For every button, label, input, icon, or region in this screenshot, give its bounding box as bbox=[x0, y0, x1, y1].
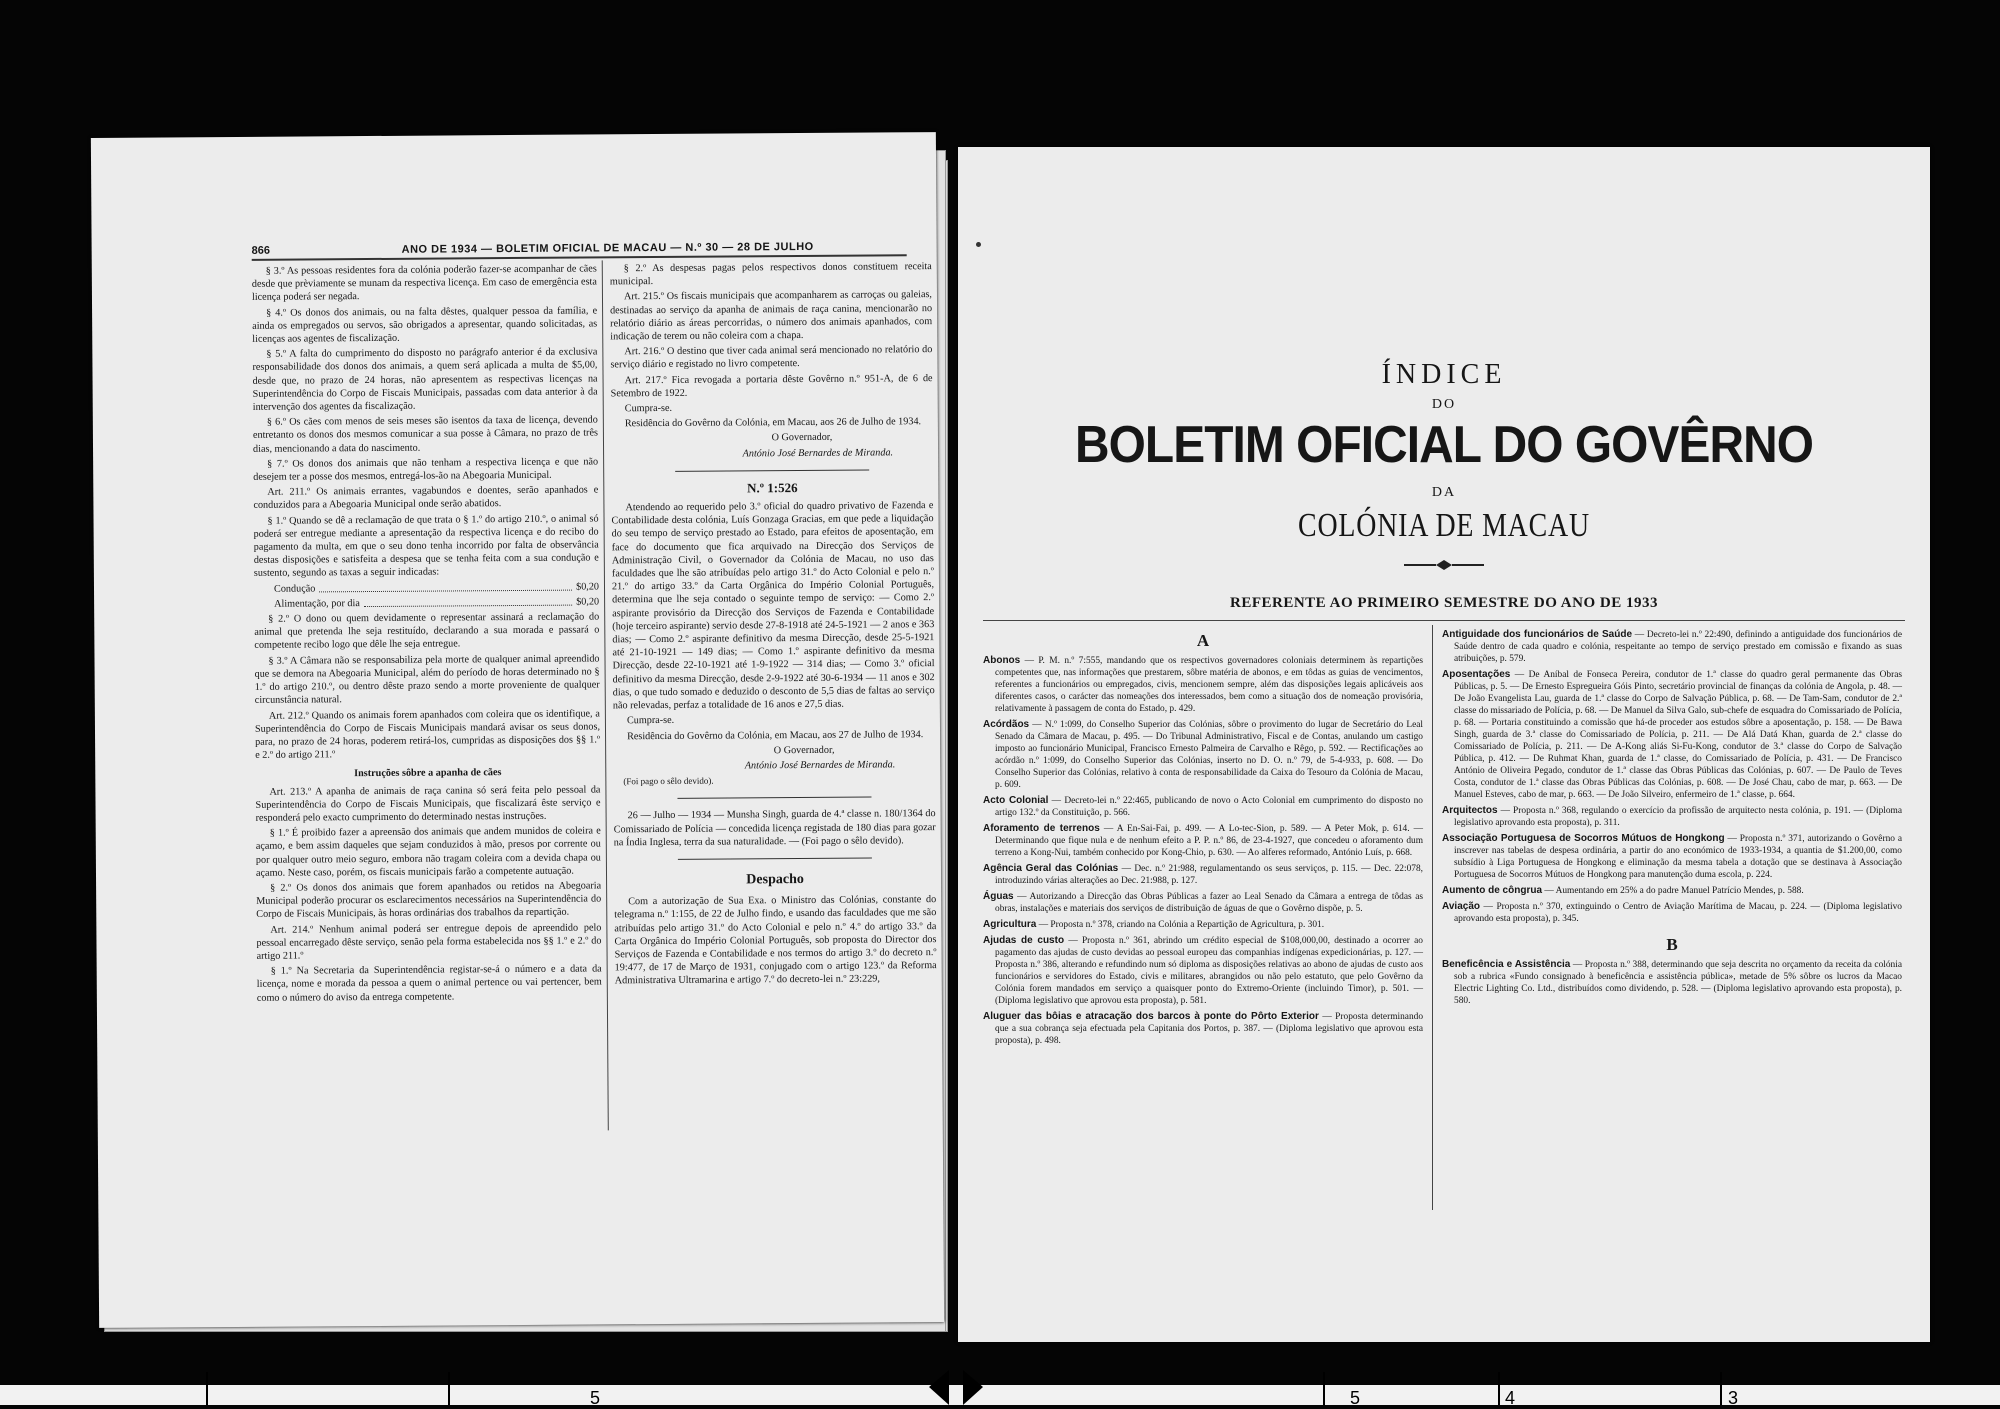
index-title: ÍNDICE bbox=[1381, 359, 1507, 390]
fee-value: $0,20 bbox=[576, 596, 600, 608]
film-arrow-icon bbox=[925, 1370, 987, 1405]
paragraph: § 7.º Os donos dos animais que não tenham a respectiva licença e que não desejem ter a posse dos mesmos, entregá-los-ão na Abegoaria Municipal. bbox=[253, 456, 599, 483]
index-entry: Aumento de côngrua — Aumentando em 25% a do padre Manuel Patrício Mendes, p. 588. bbox=[1442, 885, 1804, 896]
index-text: De Aníbal de Fonseca Pereira, condutor de 1.ª classe do quadro geral permanente das Obras Públicas, p. 5. — De Ernesto Espregueira Góis Pinto, secretário provincial de finanças da colónia de Angola, p. 48. — De João Evangelista Lau, guarda de 1.ª classe do Corpo de Salvação Pública, p. 68. — De Tam-Sam, condutor de 2.ª classe do missariado de Polícia, p. 68. — De Manuel da Silva Galo, sub-chefe de esquadra do Comissariado de Polícia, p. 68. — Portaria constituindo a comissão que há-de proceder aos estudos sôbre a aposentação, p. 158. — De Bawa Singh, guarda de 3.ª classe do Comissariado de Polícia, p. 211. — De Alá Datá Khan, guarda de 2.ª classe do Comissariado de Polícia, p. 211. — De A-Kong aliás Si-Fu-Kong, condutor de 3.ª classe do Corpo de Salvação Pública, p. 412. — De Ruhmat Khan, guarda de 1.ª classe, do Comissariado de Polícia, p. 431. — De Francisco António de Oliveira Pegado, condutor de 1.ª classe das Obras Públicas das Colónias, p. 607. — De Paulo de Teves Costa, condutor de 1.ª classe das Obras Públicas das Colónias, p. 608. — De José Chau, cabo de mar, p. 663. — De Manuel Esteves, cabo de mar, p. 663. — De João Silveiro, enfermeiro de 1.ª classe, p. 664. bbox=[1454, 670, 1902, 800]
index-letter: A bbox=[1196, 631, 1210, 650]
index-term: Ajudas de custo bbox=[983, 935, 1065, 946]
page-number: 866 bbox=[251, 244, 271, 257]
subtitle: REFERENTE AO PRIMEIRO SEMESTRE DO ANO DE 1933 bbox=[1230, 595, 1658, 611]
publication-title: BOLETIM OFICIAL DO GOVÊRNO bbox=[1074, 416, 1813, 474]
index-term: Abonos bbox=[983, 655, 1021, 666]
dot-leader bbox=[319, 580, 572, 592]
left-column bbox=[252, 262, 602, 1006]
ornament-rule bbox=[958, 557, 1930, 573]
index-text: Proposta n.º 378, criando na Colónia a Repartição de Agricultura, p. 301. bbox=[1050, 920, 1325, 930]
index-term: Agricultura bbox=[983, 919, 1037, 930]
index-text: A En-Sai-Fai, p. 499. — A Lo-tec-Sion, p. 589. — A Peter Mok, p. 614. — Determinando que fique nula e de nenhum efeito a P. P. n.º 86, de 23-4-1927, que concedeu o aforamento dum terreno a Kong-Nui, também conhecido por Kong-Chio, p. 630. — Ao alferes reformado, António Luís, p. 668. bbox=[995, 824, 1423, 858]
paragraph: § 1.º É proibido fazer a apreensão dos animais que andem munidos de coleira e açamo, e bem assim daqueles que sejam conduzidos à mão, presos por corrente ou por qualquer outro meio seguro, embora não tragam coleira com a devida chapa ou açamo. Neste caso, porém, os fiscais municipais farão a competente autuação. bbox=[255, 825, 601, 879]
index-entry: Agência Geral das Colónias — Dec. n.º 21:988, regulamentando os seus serviços, p. 115. — Dec. 22:078, introduzindo várias alterações ao Dec. 21:988, p. 127. bbox=[983, 863, 1424, 886]
index-entry: Abonos — P. M. n.º 7:555, mandando que os respectivos governadores coloniais determinem às repartições competentes que, nas informações que prestarem, sôbre matéria de abonos, e em tôdas as guias de vencimentos, referentes a funcionários ou empregados, civis, mencionem sempre, além das disposições legais aplicáveis aos diferentes casos, o carácter das nomeações dos interessados, bem como a situação dos de nomeação provisória, relativamente à passagem de conta do Estado, p. 429. bbox=[983, 655, 1424, 714]
entry-group bbox=[1442, 959, 1902, 1007]
paragraph: § 2.º As despesas pagas pelos respectivos donos constituem receita municipal. bbox=[609, 261, 932, 288]
index-entry: Aforamento de terrenos — A En-Sai-Fai, p. 499. — A Lo-tec-Sion, p. 589. — A Peter Mok, p. 614. — Determinando que fique nula e de nenhum efeito a P. P. n.º 86, de 23-4-1927, que concedeu o aforamento dum terreno a Kong-Nui, também conhecido por Kong-Chio, p. 630. — Ao alferes reformado, António Luís, p. 668. bbox=[983, 823, 1423, 858]
page-header bbox=[252, 236, 907, 261]
paragraph: § 1.º Quando se dê a reclamação de que trata o § 1.º do artigo 210.º, o animal só poderá ser entregue mediante a apresentação da respectiva licença e do recibo do pagamento da multa, em que o seu dono tenha incorrido por falta de observância destas disposições e satisfeita a despesa que se tenha feita com a sua condução e sustento, segundo as taxas a seguir indicadas: bbox=[253, 513, 599, 580]
stamp-note: (Foi pago o sêlo devido). bbox=[623, 775, 714, 787]
section-subheading: Instruções sôbre a apanha de cães bbox=[354, 767, 502, 780]
index-text: Decreto-lei n.º 22:490, definindo a antiguidade dos funcionários de Saúde dentro de cada quadro e colónia, respeitante ao tempo de serviço prestado em comissão e fixando as suas atribuições, p. 579. bbox=[1454, 630, 1903, 664]
index-term: Águas bbox=[983, 891, 1014, 902]
cumpra-se: Cumpra-se. bbox=[624, 402, 673, 415]
film-label: 4 bbox=[1505, 1388, 1516, 1408]
title-connector: DA bbox=[1431, 485, 1457, 500]
paragraph-group bbox=[610, 260, 933, 400]
index-letter: B bbox=[1666, 935, 1678, 954]
paragraph: Art. 214.º Nenhum animal poderá ser entregue depois de apreendido pelo pessoal encarregado dêste serviço, senão pela forma estabelecida nos §§ 1.º e 2.º do artigo 211.º bbox=[256, 921, 602, 962]
punch-hole bbox=[976, 242, 981, 247]
paragraph-group bbox=[611, 499, 934, 712]
divider bbox=[676, 469, 869, 471]
index-text: Proposta n.º 361, abrindo um crédito especial de $108,000,00, destinado a ocorrer ao pagamento das ajudas de custo devidas ao pessoal europeu das companhias indígenas expedicionárias, p. 127. — Proposta n.º 386, alterando e refundindo num só diploma as disposições relativas ao abono de ajudas de custo aos funcionários e servidores do Estado, civis e militares, abrangidos ou não pelo estatuto, que pelo Govêrno da Colónia forem mandados em serviço a quaisquer ponto do Extremo-Oriente (incluindo Timor), p. 501. — (Diploma legislativo que aprovou esta proposta), p. 581. bbox=[995, 936, 1423, 1006]
film-tick bbox=[448, 1372, 450, 1405]
dot-leader bbox=[364, 595, 572, 607]
right-column bbox=[610, 260, 937, 990]
paragraph-group bbox=[255, 783, 602, 1005]
paragraph: Art. 216.º O destino que tiver cada animal será mencionado no relatório do serviço diário e registado no livro competente. bbox=[610, 344, 933, 371]
fee-table bbox=[254, 580, 599, 611]
paragraph: Art. 211.º Os animais errantes, vagabundos e doentes, serão apanhados e conduzidos para a Abegoaria Municipal onde serão abatidos. bbox=[253, 484, 599, 512]
index-text: Decreto-lei n.º 22:465, publicando de novo o Acto Colonial em cumprimento do disposto no artigo 132.º da Constituição, p. 566. bbox=[995, 796, 1423, 818]
index-column-right bbox=[1442, 629, 1902, 1011]
cumpra-se: Cumpra-se. bbox=[626, 715, 675, 727]
paragraph: § 3.º As pessoas residentes fora da colónia poderão fazer-se acompanhar de cães desde que prèviamente se munam da respectiva licença. Em caso de emergência esta licença poderá ser negada. bbox=[251, 263, 597, 304]
index-entry: Aposentações — De Aníbal de Fonseca Pereira, condutor de 1.ª classe do quadro geral permanente das Obras Públicas, p. 5. — De Ernesto Espregueira Góis Pinto, secretário provincial de finanças da colónia de Angola, p. 48. — De João Evangelista Lau, guarda de 1.ª classe do Corpo de Salvação Pública, p. 68. — De Tam-Sam, condutor de 2.ª classe do missariado de Polícia, p. 68. — De Manuel da Silva Galo, sub-chefe de esquadra do Comissariado de Polícia, p. 68. — Portaria constituindo a comissão que há-de proceder aos estudos sôbre a aposentação, p. 158. — De Bawa Singh, guarda de 3.ª classe do Comissariado de Polícia, p. 211. — De Alá Datá Khan, guarda de 2.ª classe do Comissariado de Polícia, p. 211. — De A-Kong aliás Si-Fu-Kong, condutor de 3.ª classe do Corpo de Salvação Pública, p. 412. — De Ruhmat Khan, guarda de 1.ª classe, do Comissariado de Polícia, p. 431. — De Francisco António de Oliveira Pegado, condutor de 1.ª classe das Obras Públicas das Colónias, p. 607. — De Paulo de Teves Costa, condutor de 1.ª classe das Obras Públicas das Colónias, p. 608. — De José Chau, cabo de mar, p. 663. — De Manuel Esteves, cabo de mar, p. 663. — De João Silveiro, enfermeiro de 1.ª classe, p. 664. bbox=[1442, 669, 1902, 800]
index-term: Associação Portuguesa de Socorros Mútuos de Hongkong bbox=[1442, 833, 1725, 844]
index-entry: Águas — Autorizando a Direcção das Obras Públicas a fazer ao Leal Senado da Câmara a entrega de tôdas as obras, instalações e materiais dos serviços de distribuição de águas de que o Govêrno dispõe, p. 5. bbox=[983, 891, 1424, 914]
index-term: Acto Colonial bbox=[983, 795, 1049, 806]
governor-signature: António José Bernardes de Miranda. bbox=[742, 447, 894, 460]
index-term: Acórdãos bbox=[983, 719, 1030, 730]
residencia-line: Residência do Govêrno da Colónia, em Macau, aos 26 de Julho de 1934. bbox=[624, 416, 922, 430]
index-entry: Arquitectos — Proposta n.º 368, regulando o exercício da profissão de arquitecto nesta colónia, p. 191. — (Diploma legislativo aprovando esta proposta), p. 311. bbox=[1442, 805, 1903, 828]
paragraph: § 3.º A Câmara não se responsabiliza pela morte de qualquer animal apreendido que se demora na Abegoaria Municipal, além do período de horas determinado no § 1.º do artigo 210.º, ou dentro dêste prazo sendo a morte proveniente de qualquer circunstância natural. bbox=[254, 653, 600, 707]
paragraph: Art. 213.º A apanha de animais de raça canina só será feita pelo pessoal da Superintendência do Corpo de Fiscais Municipais, que fiscalizará êste serviço e responderá pelo exacto cumprimento do determinado nestas instruções. bbox=[255, 783, 601, 824]
film-label: 5 bbox=[1350, 1388, 1361, 1408]
index-entry: Beneficência e Assistência — Proposta n.º 388, determinando que seja descrita no orçamento da receita da colónia sob a rubrica «Fundo consignado à beneficência e assistência pública», metade de 5% sôbre os lucros da Macao Electric Lighting Co. Ltd., distribuídos como dividendo, p. 528. — (Diploma legislativo aprovando esta proposta), p. 580. bbox=[1442, 959, 1903, 1006]
index-term: Aluguer das bôias e atracação dos barcos à ponte do Pôrto Exterior bbox=[983, 1011, 1319, 1022]
index-text: Proposta n.º 388, determinando que seja descrita no orçamento da receita da colónia sob a rubrica «Fundo consignado à beneficência e assistência pública», metade de 5% sôbre os lucros da Macao Electric Lighting Co. Ltd., distribuídos como dividendo, p. 528. — (Diploma legislativo aprovando esta proposta), p. 580. bbox=[1454, 960, 1903, 1006]
despacho-heading: Despacho bbox=[746, 871, 804, 888]
index-text: Proposta determinando que a sua cobrança seja efectuada pela Capitania dos Portos, p. 387. — (Diploma legislativo que aprovou esta proposta), p. 498. bbox=[995, 1012, 1424, 1046]
running-title: ANO DE 1934 — BOLETIM OFICIAL DE MACAU — N.º 30 — 28 DE JULHO bbox=[401, 240, 814, 256]
index-term: Antiguidade dos funcionários de Saúde bbox=[1442, 629, 1633, 640]
paragraph: § 6.º Os cães com menos de seis meses são isentos da taxa de licença, devendo entretanto os donos dos mesmos comunicar a sua posse à Câmara, no prazo de três dias, mencionando a data do nascimento. bbox=[252, 414, 598, 455]
index-entry: Aviação — Proposta n.º 370, extinguindo o Centro de Aviação Marítima de Macau, p. 224. — (Diploma legislativo aprovando esta proposta), p. 345. bbox=[1442, 901, 1902, 924]
index-entry: Agricultura — Proposta n.º 378, criando na Colónia a Repartição de Agricultura, p. 301. bbox=[983, 919, 1325, 930]
film-tick bbox=[1323, 1372, 1325, 1405]
index-term: Beneficência e Assistência bbox=[1442, 959, 1571, 970]
column-divider bbox=[1432, 625, 1433, 1210]
right-page bbox=[958, 147, 1930, 1342]
film-tick bbox=[206, 1372, 208, 1405]
index-text: N.º 1:099, do Conselho Superior das Colónias, sôbre o provimento do lugar de Secretário do Leal Senado da Câmara de Macau, p. 495. — Do Tribunal Administrativo, Fiscal e de Contas, anulando um castigo imposto ao funcionário Municipal, Francisco Ernesto Palmeira de Carvalho e Rêgo, p. 592. — Rectificações ao acórdão n.º 1:099, do Conselho Superior das Colónias, inserto no D. O. n.º 79, de 5-4-933, p. 608. — Do Conselho Superior das Colónias, relativo à conta de responsabilidade da Caixa do Tesouro da Colónia de Macau, p. 609. bbox=[995, 720, 1424, 790]
index-term: Aposentações bbox=[1442, 669, 1511, 680]
fee-value: $0,20 bbox=[576, 581, 600, 593]
index-text: Aumentando em 25% a do padre Manuel Patrício Mendes, p. 588. bbox=[1555, 886, 1804, 896]
left-page bbox=[91, 132, 944, 1328]
paragraph: Atendendo ao requerido pelo 3.º oficial do quadro privativo de Fazenda e Contabilidade desta colónia, Luís Gonzaga Gracias, em que pede a liquidação do seu tempo de serviço prestado ao Estado, para efeitos de aposentação, em face do documento que fica arquivado na Direcção dos Serviços de Administração Civil, o Governador da Colónia de Macau, no uso das faculdades que lhe são atribuídas pelo artigo 31.º do Acto Colonial e pelo n.º 21.º do artigo 33.º da Carta Orgânica do Império Colonial Português, determina que lhe seja contado o seguinte tempo de serviço: — Como 2.º aspirante provisório da Direcção dos Serviços de Fazenda e Contabilidade (hoje terceiro aspirante) servio desde 27-8-1918 até 24-5-1921 — 2 anos e 363 dias; — Como 2.º aspirante definitivo da mesma Direcção, desde 25-5-1921 até 21-10-1921 — 149 dias; — Como 1.º aspirante definitivo da mesma Direcção, desde 22-10-1921 até 1-9-1922 — 314 dias; — Como 3.º oficial definitivo da mesma Direcção, desde 2-9-1922 até 30-6-1934 — 11 anos e 302 dias, o que tudo somado e deduzido o desconto de 5,5 dias de faltas ao serviço não relevadas, perfaz a totalidade de 16 anos e 27,5 dias. bbox=[611, 500, 935, 712]
paragraph: § 5.º A falta do cumprimento do disposto no parágrafo anterior é da exclusiva responsabilidade dos donos dos animais, a quem será aplicada a multa de $5,00, desde que, no prazo de 24 horas, não apresentem as respectivas licenças na Superintendência do Corpo de Fiscais Municipais, passadas com data anterior à da intervenção dos agentes da fiscalização. bbox=[252, 346, 598, 413]
column-divider bbox=[602, 260, 609, 1130]
residencia-line: Residência do Govêrno da Colónia, em Macau, aos 27 de Julho de 1934. bbox=[627, 728, 924, 742]
paragraph: § 2.º O dono ou quem devidamente o representar assinará a reclamação do animal que pretenda lhe seja restituído, declarando a sua morada e passará o competente recibo logo que dêle lhe seja entregue. bbox=[254, 611, 600, 652]
paragraph: Art. 217.º Fica revogada a portaria dêste Govêrno n.º 951-A, de 6 de Setembro de 1922. bbox=[610, 372, 933, 400]
fee-row bbox=[274, 595, 599, 610]
licence-notice: 26 — Julho — 1934 — Munsha Singh, guarda de 4.ª classe n. 180/1364 do Comissariado de Polícia — concedida licença registada de 180 dias para gozar na Índia Inglesa, terra da sua naturalidade. — (Foi pago o sêlo devido). bbox=[613, 808, 936, 849]
portaria-number: N.º 1:526 bbox=[746, 479, 798, 496]
paragraph: § 4.º Os donos dos animais, ou na falta dêstes, qualquer pessoa da família, e ainda os empregados ou servos, são obrigados a apresentar, quando solicitadas, as licenças aos agentes de fiscalização. bbox=[252, 305, 598, 345]
colony-title: COLÓNIA DE MACAU bbox=[1298, 507, 1590, 544]
despacho-text: Com a autorização de Sua Exa. o Ministro das Colónias, constante do telegrama n.º 1:155, de 22 de Julho findo, e usando das faculdades que me são atribuídas pelo artigo 31.º do Acto Colonial e pelo n.º 4.º do artigo 33.º da Carta Orgânica do Império Colonial Português, sob proposta do Director dos Serviços de Fazenda e Contabilidade e nos termos do artigo 3.º do decreto n.º 19:477, de 17 de Março de 1931, conjugado com o artigo 123.º da Reforma Administrativa Ultramarina e artigo 7.º do decreto-lei n.º 23:229, bbox=[614, 894, 937, 987]
index-text: Dec. n.º 21:988, regulamentando os seus serviços, p. 115. — Dec. 22:078, introduzindo várias alterações ao Dec. 21:988, p. 127. bbox=[995, 864, 1424, 886]
divider bbox=[983, 620, 1905, 621]
fee-row bbox=[274, 580, 599, 595]
paragraph: Art. 215.º Os fiscais municipais que acompanharem as carroças ou galeias, destinadas ao serviço da apanha de animais de raça canina, mencionarão no relatório diário as áreas percorridas, o número dos animais apanhados, com indicação de terem ou não coleira com a chapa. bbox=[610, 289, 933, 343]
entry-group bbox=[983, 655, 1423, 1047]
index-text: Proposta n.º 368, regulando o exercício da profissão de arquitecto nesta colónia, p. 191. — (Diploma legislativo aprovando esta proposta), p. 311. bbox=[1454, 806, 1903, 828]
index-column-left bbox=[983, 629, 1423, 1051]
index-entry: Antiguidade dos funcionários de Saúde — Decreto-lei n.º 22:490, definindo a antiguidade dos funcionários de Saúde dentro de cada quadro e colónia, respeitante ao tempo de serviço prestado em comissão e fixando as suas atribuições, p. 579. bbox=[1442, 629, 1903, 664]
fee-label: Condução bbox=[273, 583, 316, 595]
governor-role: O Governador, bbox=[773, 744, 835, 756]
index-term: Arquitectos bbox=[1442, 805, 1498, 816]
paragraph: § 2.º Os donos dos animais que forem apanhados ou retidos na Abegoaria Municipal poderão procurar os esclarecimentos necessários na Superintendência do Corpo de Fiscais Municipais, às horas ordinárias dos trabalhos da repartição. bbox=[256, 880, 602, 921]
fee-label: Alimentação, por dia bbox=[274, 597, 360, 610]
divider bbox=[678, 857, 871, 859]
governor-role: O Governador, bbox=[771, 432, 833, 444]
index-entry: Associação Portuguesa de Socorros Mútuos de Hongkong — Proposta n.º 371, autorizando o Govêrno a inscrever nas tabelas de despesa ordinária, a partir do ano económico de 1933-1934, a quantia de $1.200,00, como subsídio à Liga Portuguesa de Hongkong e eliminação da mesma tabela a dotação que se destinava à Associação Portuguesa de Socorros Mútuos de Hongkong para manutenção duma escola, p. 224. bbox=[1442, 833, 1902, 880]
paragraph: Art. 212.º Quando os animais forem apanhados com coleira que os identifique, a Superintendência do Corpo de Fiscais Municipais mandará avisar os seus donos, para, no prazo de 24 horas, poderem retirá-los, cumpridas as disposições dos §§ 1.º e 2.º do artigo 211.º bbox=[254, 707, 601, 761]
governor-signature: António José Bernardes de Miranda. bbox=[744, 759, 896, 772]
film-label: 5 bbox=[590, 1388, 601, 1408]
index-term: Aumento de côngrua bbox=[1442, 885, 1543, 896]
film-strip bbox=[0, 1385, 2000, 1405]
index-term: Agência Geral das Colónias bbox=[983, 863, 1119, 874]
title-connector: DO bbox=[1431, 397, 1457, 412]
paragraph-group bbox=[252, 262, 599, 580]
index-entry: Ajudas de custo — Proposta n.º 361, abrindo um crédito especial de $108,000,00, destinado a ocorrer ao pagamento das ajudas de custo devidas ao pessoal europeu das companhias indígenas expedicionárias, p. 127. — Proposta n.º 386, alterando e refundindo num só diploma as disposições relativas ao abono de ajudas de custo aos funcionários e servidores do Estado, civis e militares, abrangidos ou não pelo estatuto, que pelo Govêrno da Colónia forem mandados em serviço a quaisquer ponto do Extremo-Oriente (incluindo Timor), p. 501. — (Diploma legislativo que aprovou esta proposta), p. 581. bbox=[983, 935, 1423, 1006]
index-text: P. M. n.º 7:555, mandando que os respectivos governadores coloniais determinem às repartições competentes que, nas informações que prestarem, sôbre matéria de abonos, e em tôdas as guias de vencimentos, referentes a funcionários ou empregados, civis, mencionem sempre, além das disposições legais aplicáveis aos diferentes casos, o carácter das nomeações dos interessados, bem como a situação dos de nomeação provisória, relativamente à passagem de conta do Estado, p. 429. bbox=[995, 656, 1424, 714]
paragraph: § 1.º Na Secretaria da Superintendência registar-se-á o número e a data da licença, nome e morada da pessoa a quem o animal pertence ou vai pertencer, bem como o número do aviso da entrega competente. bbox=[256, 963, 602, 1004]
index-entry: Aluguer das bôias e atracação dos barcos à ponte do Pôrto Exterior — Proposta determinando que a sua cobrança seja efectuada pela Capitania dos Portos, p. 387. — (Diploma legislativo que aprovou esta proposta), p. 498. bbox=[983, 1011, 1424, 1046]
entry-group bbox=[1442, 629, 1902, 925]
index-text: Autorizando a Direcção das Obras Públicas a fazer ao Leal Senado da Câmara a entrega de tôdas as obras, instalações e materiais dos serviços de distribuição de águas de que o Govêrno dispõe, p. 5. bbox=[995, 892, 1424, 914]
film-tick bbox=[1498, 1372, 1500, 1405]
index-entry: Acto Colonial — Decreto-lei n.º 22:465, publicando de novo o Acto Colonial em cumprimento do disposto no artigo 132.º da Constituição, p. 566. bbox=[983, 795, 1423, 818]
index-text: Proposta n.º 371, autorizando o Govêrno a inscrever nas tabelas de despesa ordinária, a partir do ano económico de 1933-1934, a quantia de $1.200,00, como subsídio à Liga Portuguesa de Hongkong e eliminação da mesma tabela a dotação que se destinava à Associação Portuguesa de Socorros Mútuos de Hongkong para manutenção duma escola, p. 224. bbox=[1454, 834, 1902, 880]
film-tick bbox=[1720, 1372, 1722, 1405]
paragraph-group bbox=[254, 611, 600, 763]
divider bbox=[678, 797, 871, 799]
index-entry: Acórdãos — N.º 1:099, do Conselho Superior das Colónias, sôbre o provimento do lugar de Secretário do Leal Senado da Câmara de Macau, p. 495. — Do Tribunal Administrativo, Fiscal e de Contas, anulando um castigo imposto ao funcionário Municipal, Francisco Ernesto Palmeira de Carvalho e Rêgo, p. 592. — Rectificações ao acórdão n.º 1:099, do Conselho Superior das Colónias, inserto no D. O. n.º 79, de 5-4-933, p. 608. — Do Conselho Superior das Colónias, relativo à conta de responsabilidade da Caixa do Tesouro da Colónia de Macau, p. 609. bbox=[983, 719, 1424, 790]
index-term: Aforamento de terrenos bbox=[983, 823, 1100, 834]
index-text: Proposta n.º 370, extinguindo o Centro de Aviação Marítima de Macau, p. 224. — (Diploma legislativo aprovando esta proposta), p. 345. bbox=[1454, 902, 1902, 924]
index-term: Aviação bbox=[1442, 901, 1480, 912]
film-label: 3 bbox=[1728, 1388, 1739, 1408]
